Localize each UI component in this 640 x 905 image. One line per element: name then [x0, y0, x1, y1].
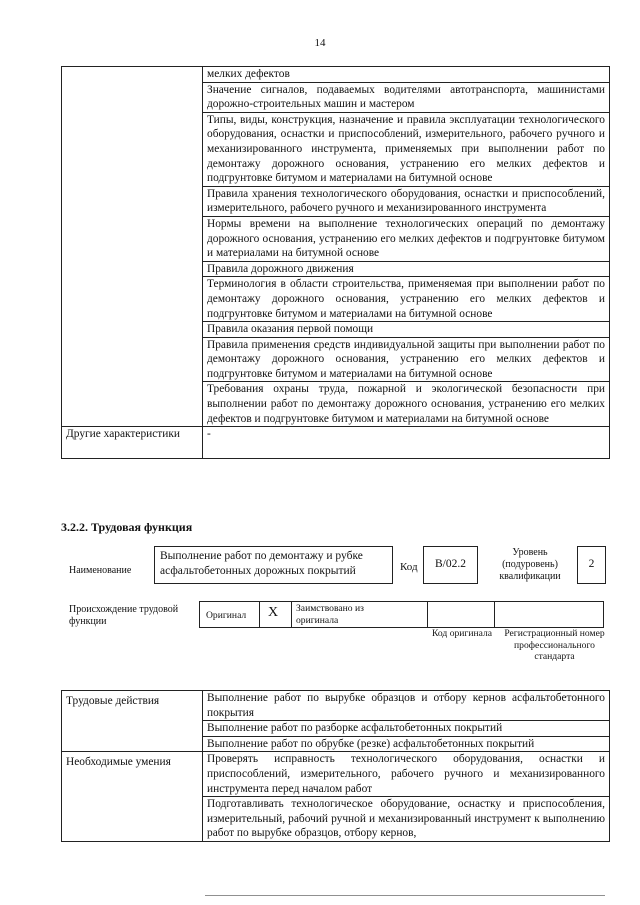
- borrowed-label: Заимствовано из оригинала: [296, 603, 364, 626]
- function-code-box: [423, 546, 478, 584]
- table-cell-text: Правила дорожного движения: [203, 261, 610, 277]
- code-label: Код: [400, 561, 418, 573]
- level-label: Уровень (подуровень) квалификации: [499, 547, 561, 582]
- origin-mark-cell: [260, 602, 292, 627]
- origin-row: [199, 601, 604, 628]
- section-title: 3.2.2. Трудовая функция: [61, 520, 193, 534]
- table-row: [62, 752, 610, 797]
- actions-table: [61, 690, 610, 842]
- table-cell-label: Необходимые умения: [62, 752, 203, 842]
- table-cell-text: Правила хранения технологического оборудования, оснастки и приспособлений, измерительного, рабочего ручного и механизированного инструмента: [203, 186, 610, 216]
- table-cell-text: Проверять исправность технологического оборудования, оснастки и приспособлений, измерительного, рабочего ручного и механизированного инструмента перед началом работ: [203, 752, 610, 797]
- origin-original-cell: [200, 602, 260, 627]
- table-row: [62, 691, 610, 721]
- table-cell-text: Подготавливать технологическое оборудование, оснастку и приспособления, измерительный, рабочий ручной и механизированный инструмент к выполнению работ по вырубке образцов, отбору кернов,: [203, 797, 610, 842]
- table-cell-label: [62, 67, 203, 427]
- function-name-box: [154, 546, 393, 584]
- table-row: [62, 67, 610, 83]
- table-cell-text: Выполнение работ по вырубке образцов и отбору кернов асфальтобетонного покрытия: [203, 691, 610, 721]
- page-edge-line: [205, 895, 605, 902]
- table-cell-text: Нормы времени на выполнение технологических операций по демонтажу дорожного основания, устранению его мелких дефектов и подгрунтовке битумом и материалами на битумной основе: [203, 216, 610, 261]
- function-code-value: B/02.2: [435, 558, 466, 570]
- page-number: 14: [314, 37, 326, 49]
- reg-caption: Регистрационный номер профессионального стандарта: [504, 628, 605, 662]
- origin-code-cell: [428, 602, 495, 627]
- name-label: Наименование: [69, 565, 132, 576]
- origin-label: Происхождение трудовой функции: [69, 604, 179, 627]
- level-value: 2: [588, 558, 595, 570]
- table-cell-text: Выполнение работ по разборке асфальтобетонных покрытий: [203, 721, 610, 737]
- table-cell-text: Выполнение работ по обрубке (резке) асфальтобетонных покрытий: [203, 736, 610, 752]
- table-cell-text: Правила применения средств индивидуальной защиты при выполнении работ по демонтажу дорожного основания, устранению его мелких дефектов и подгрунтовке битумом и материалами на битумной основе: [203, 337, 610, 382]
- table-cell-text: Значение сигналов, подаваемых водителями автотранспорта, машинистами дорожно-строительных машин и мастером: [203, 82, 610, 112]
- table-cell-text: -: [203, 427, 610, 459]
- table-cell-text: мелких дефектов: [203, 67, 610, 83]
- original-mark: X: [268, 605, 279, 620]
- table-cell-label: Другие характеристики: [62, 427, 203, 459]
- table-cell-text: Терминология в области строительства, применяемая при выполнении работ по демонтажу дорожного основания, устранению его мелких дефектов и подгрунтовке битумом и материалами на битумной основе: [203, 277, 610, 322]
- origin-borrowed-cell: [292, 602, 428, 627]
- code-caption: Код оригинала: [431, 628, 493, 639]
- table-row: [62, 427, 610, 459]
- knowledge-table: [61, 66, 610, 459]
- original-label: Оригинал: [206, 610, 247, 621]
- level-box: [577, 546, 606, 584]
- table-cell-text: Требования охраны труда, пожарной и экологической безопасности при выполнении работ по демонтажу дорожного основания, устранению его мелких дефектов и подгрунтовке битумом и материалами на битумной основе: [203, 382, 610, 427]
- table-cell-label: Трудовые действия: [62, 691, 203, 752]
- table-cell-text: Типы, виды, конструкция, назначение и правила эксплуатации технологического оборудования, оснастки и приспособлений, измерительного, рабочего ручного и механизированного инструмента, применяемых при выполнении работ по демонтажу дорожного основания, устранению его мелких дефектов и подгрунтовке битумом и материалами на битумной основе: [203, 112, 610, 186]
- table-cell-text: Правила оказания первой помощи: [203, 322, 610, 338]
- function-name-value: Выполнение работ по демонтажу и рубке асфальтобетонных дорожных покрытий: [160, 550, 363, 577]
